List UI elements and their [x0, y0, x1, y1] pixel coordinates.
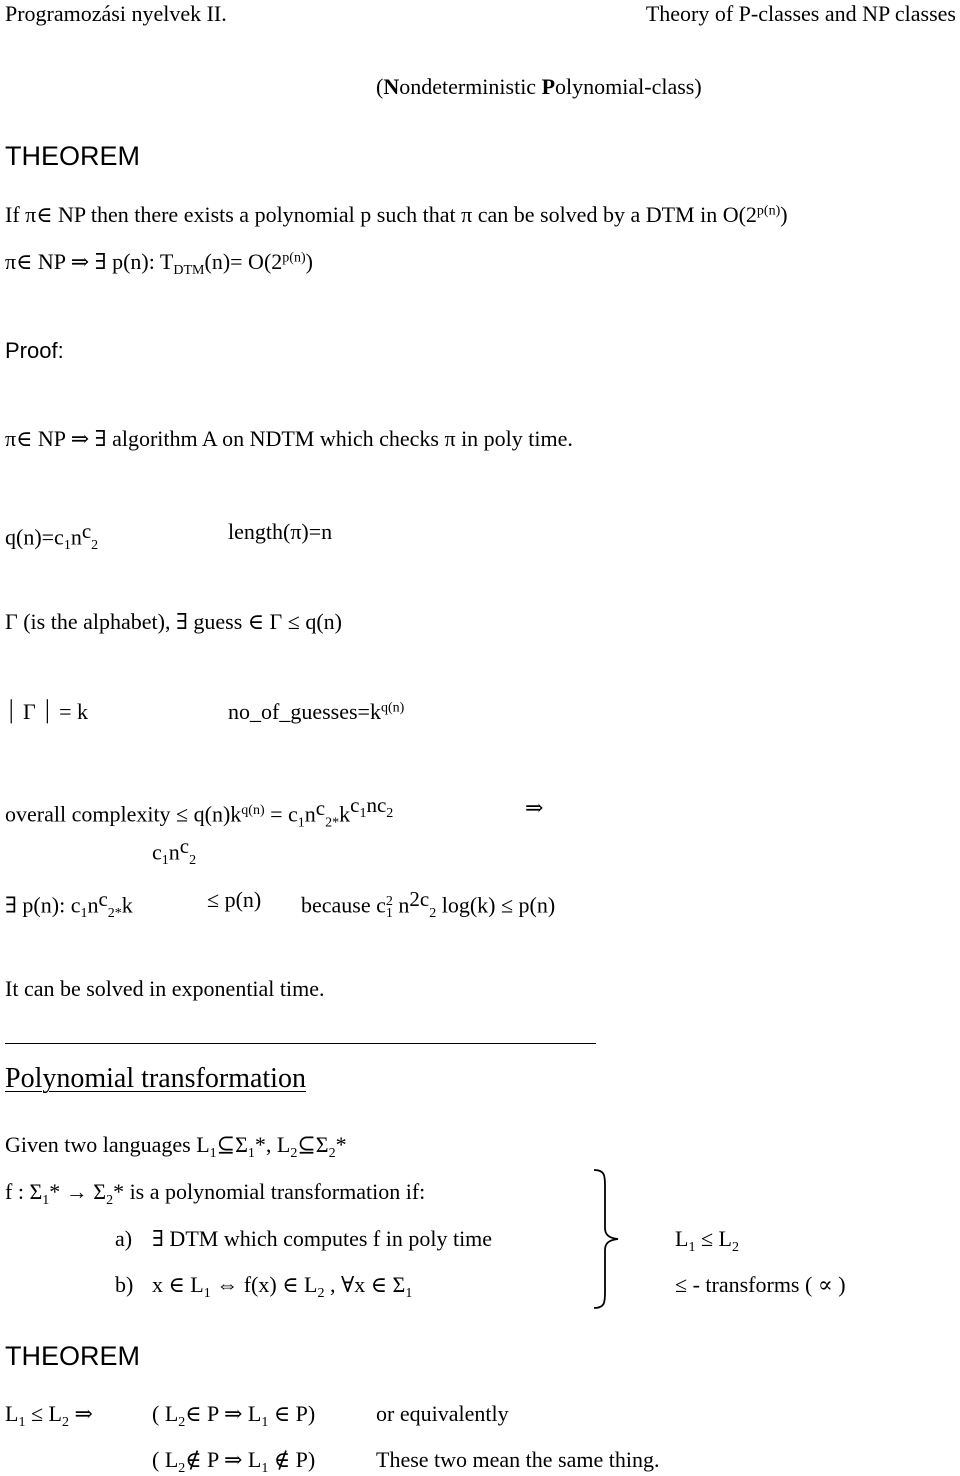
exists-polynomial-line: ∃ p(n): $c_1nc_{2*}k$ [5, 887, 133, 922]
header-right: Theory of P-classes and NP classes [645, 1, 956, 26]
implies-arrow: ⇒ [525, 795, 544, 820]
theorem2-row2-note: These two mean the same thing. [376, 1447, 660, 1472]
theorem2-row1-note: or equivalently [376, 1401, 509, 1426]
theorem1-formal: π∈ NP ⇒ ∃ p(n): $T_{DTM}(n)= O(2^{p(n)})$ [5, 249, 313, 278]
section-divider [5, 1043, 596, 1044]
because-clause: because $c_1^2$ $n2c_2$ log(k) ≤ p(n) [301, 887, 556, 922]
bound-p: ≤ p(n) [207, 887, 262, 912]
theorem2-premise: $L_1 \le L_2$ ⇒ [5, 1401, 93, 1430]
proof-conclusion: It can be solved in exponential time. [5, 976, 325, 1001]
gamma-size: ⏐ Γ ⏐ = k [5, 699, 89, 724]
gamma-line: Γ (is the alphabet), ∃ guess ∈ Γ ≤ q(n) [5, 609, 342, 634]
condition-b-text: x ∈ $L_1$ ⇔ f(x) ∈ $L_2$ , ∀x ∈ $\Sigma_1$ [152, 1272, 413, 1301]
condition-a-text: ∃ DTM which computes f in poly time [152, 1226, 493, 1251]
poly-transform-heading: Polynomial transformation [5, 1063, 306, 1094]
q-definition: $q(n)=c_1nc_2$ [5, 519, 99, 554]
np-class-caption: (Nondeterministic Polynomial-class) [376, 74, 702, 99]
given-languages: Given two languages $L_1⊆\Sigma_1*$, $L_2⊆\Sigma_2*$ [5, 1132, 347, 1161]
number-of-guesses: $no\_of\_guesses=k^{q(n)}$ [228, 699, 405, 724]
proof-label: Proof: [5, 338, 64, 363]
length-definition: length(π)=n [228, 519, 333, 544]
theorem2-row2: ( $L_2\notin$ P ⇒ $L_1$ ∉ P) [152, 1447, 316, 1476]
theorem2-row1: ( $L_2\in$ P ⇒ $L_1$ ∈ P) [152, 1401, 316, 1430]
theorem1-heading: THEOREM [5, 141, 140, 171]
right-brace [590, 1168, 626, 1310]
theorem1-statement: If π∈ NP then there exists a polynomial p such that π can be solved by a DTM in $O(2^{p(n)})$ [5, 202, 788, 227]
theorem2-heading: THEOREM [5, 1341, 140, 1371]
overall-complexity: overall complexity ≤ $q(n)k^{q(n)} = c_1nc_{2*}kc_1nc_2$ [5, 793, 394, 831]
transforms-notation: ≤ - transforms ( ∝ ) [675, 1272, 846, 1297]
proof-line1: π∈ NP ⇒ ∃ algorithm A on NDTM which checks π in poly time. [5, 426, 573, 451]
overall-complexity-second: $c_1nc_2$ [152, 834, 197, 869]
reduction-notation: $L_1 \le L_2$ [675, 1226, 739, 1255]
header-left: Programozási nyelvek II. [5, 1, 227, 26]
condition-b-label: b) [115, 1272, 134, 1297]
function-definition: f : $\Sigma_1* \to \Sigma_2*$ is a polynomial transformation if: [5, 1179, 426, 1208]
condition-a-label: a) [115, 1226, 133, 1251]
